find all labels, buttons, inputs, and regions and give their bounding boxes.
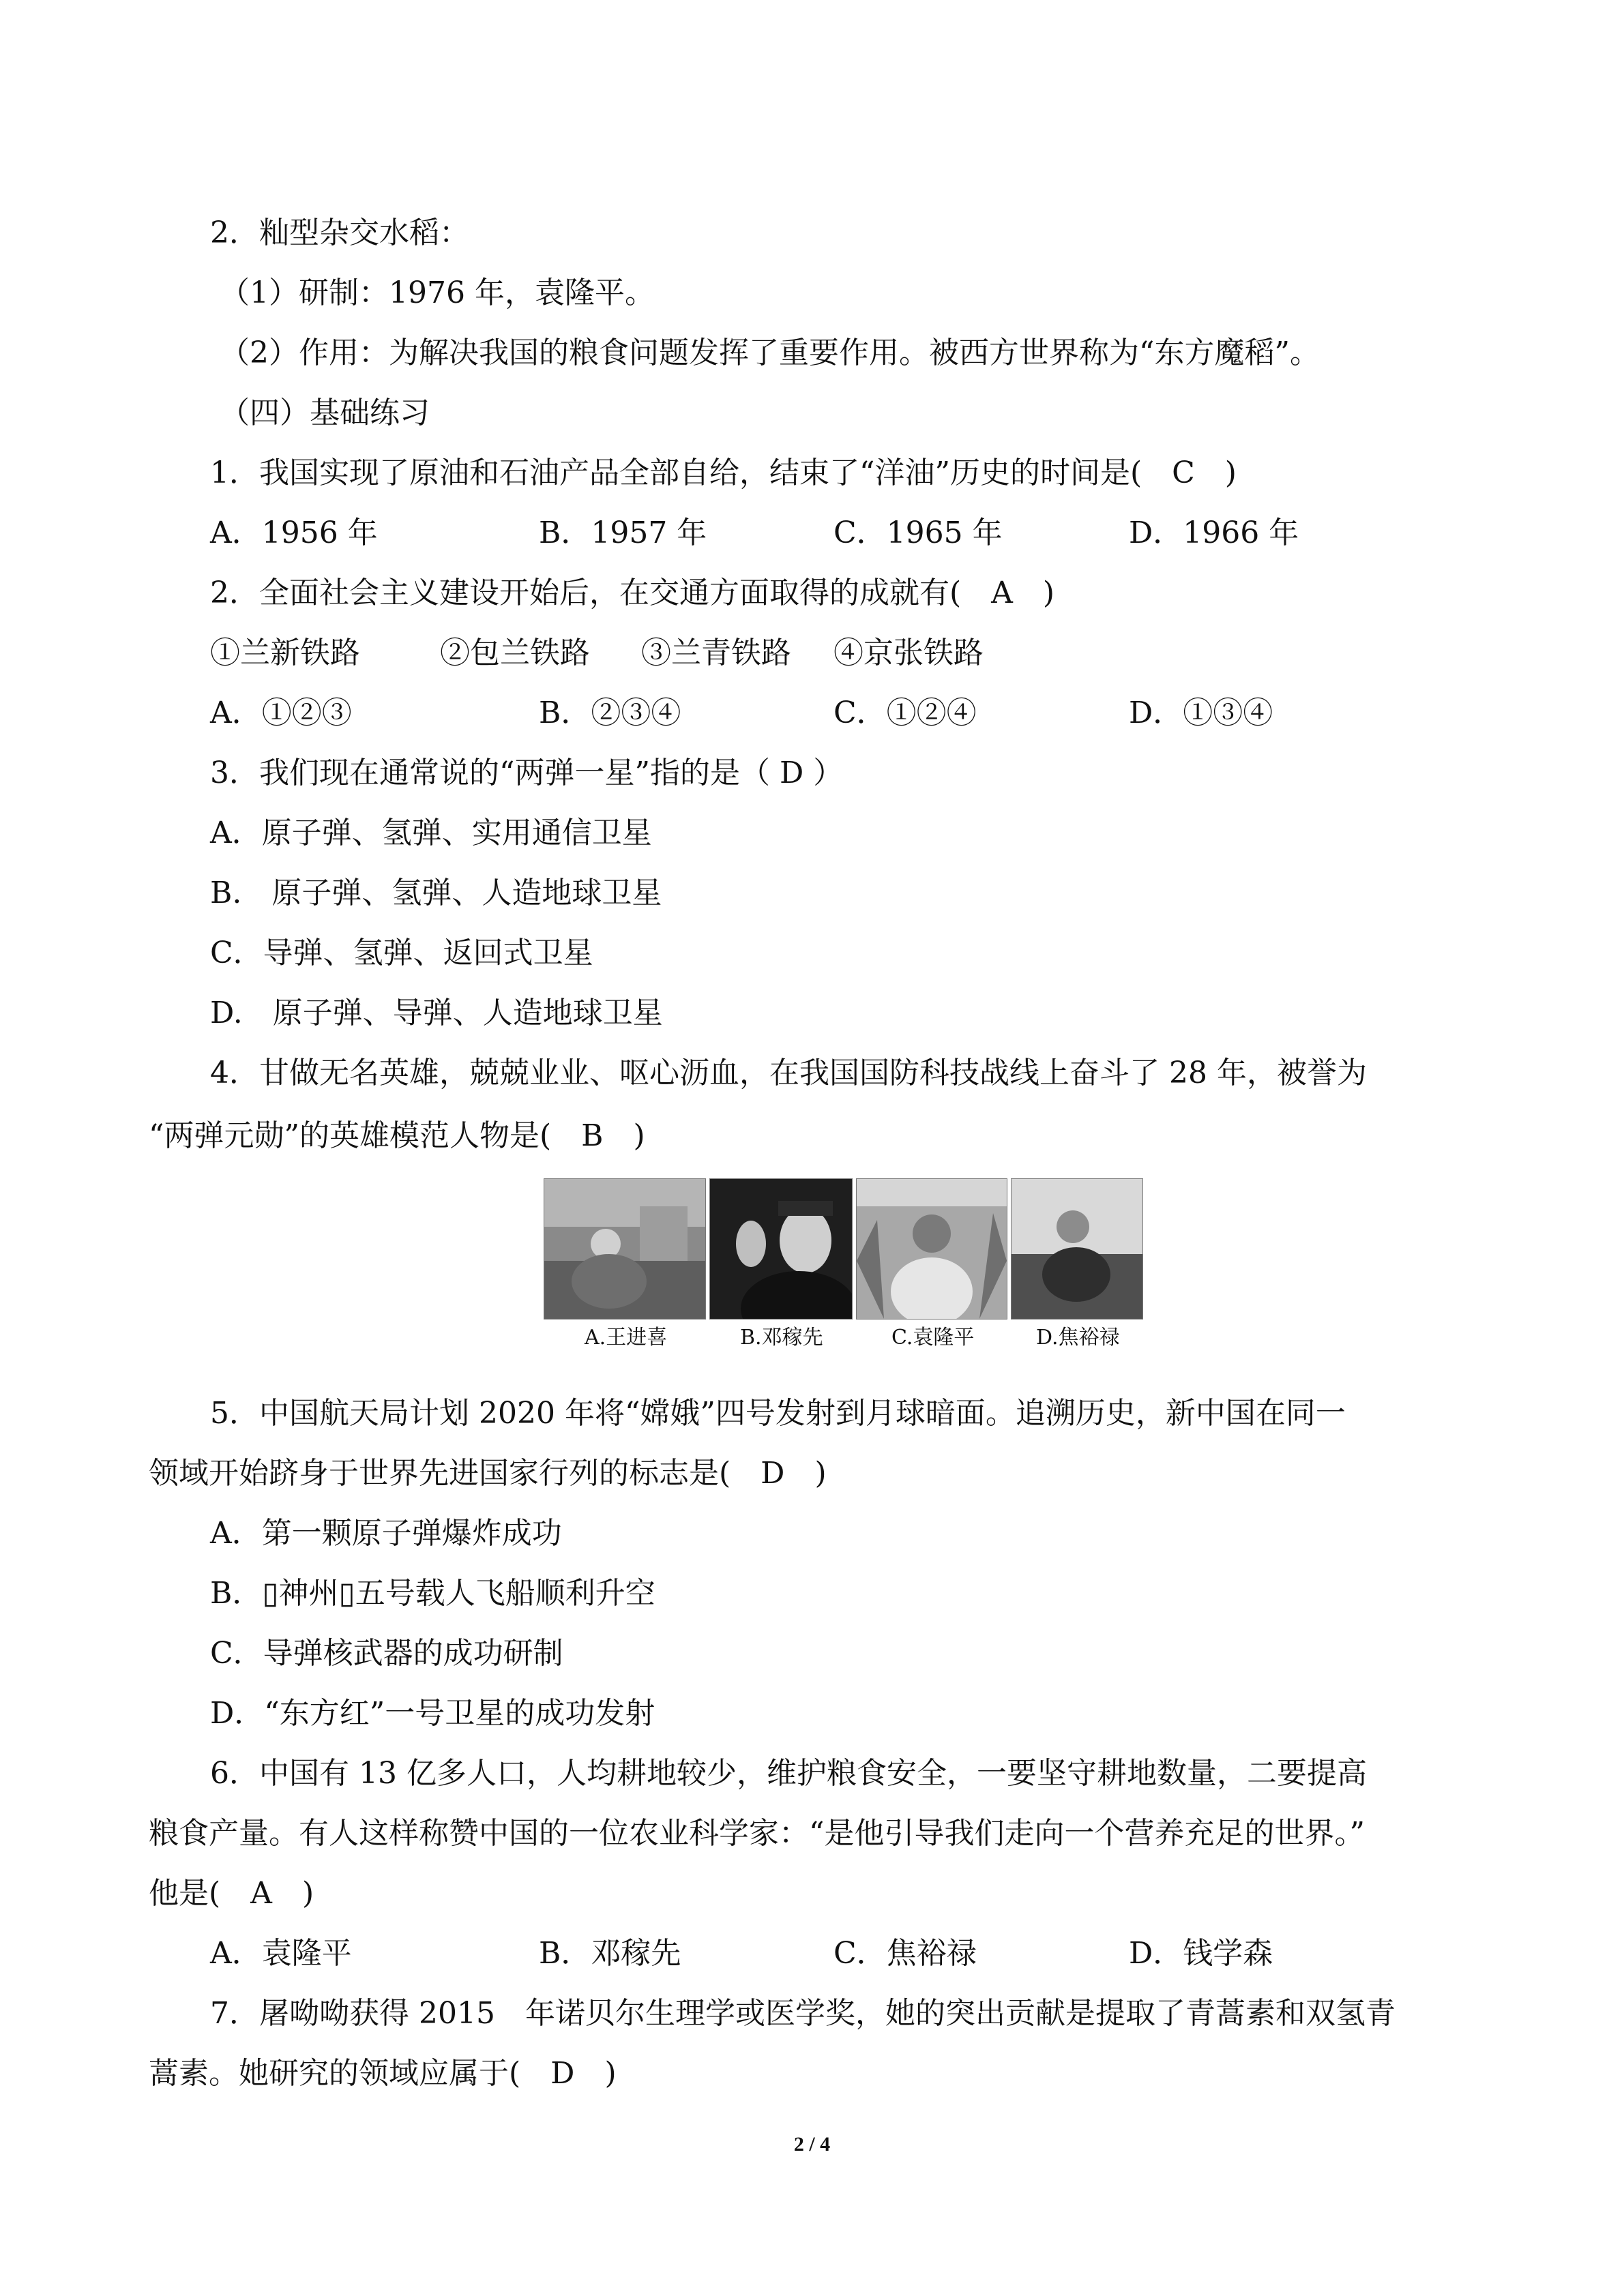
section-heading-practice: （四）基础练习	[220, 396, 430, 430]
question-4-line-1: 4．甘做无名英雄，兢兢业业、呕心沥血，在我国国防科技战线上奋斗了 28 年，被誉为	[210, 1056, 1367, 1090]
text-line: （1）研制：1976 年，袁隆平。	[220, 275, 655, 310]
q1-option-d: D．1966 年	[1129, 516, 1299, 550]
q1-option-b: B．1957 年	[539, 516, 707, 550]
q6-option-b: B．邓稼先	[539, 1936, 681, 1971]
question-6-line-1: 6．中国有 13 亿多人口，人均耕地较少，维护粮食安全，一要坚守耕地数量，二要提高	[210, 1756, 1367, 1791]
question-6-line-3: 他是( A )	[149, 1876, 314, 1911]
q2-option-c: C．①②④	[833, 696, 977, 730]
photo-c	[856, 1178, 1007, 1320]
q6-option-c: C．焦裕禄	[833, 1936, 977, 1971]
question-3: 3．我们现在通常说的“两弹一星”指的是（ D ）	[210, 756, 844, 790]
q2-item-4: ④京张铁路	[833, 636, 984, 670]
section-heading-hybrid-rice: 2．籼型杂交水稻：	[210, 215, 469, 250]
question-1: 1．我国实现了原油和石油产品全部自给，结束了“洋油”历史的时间是( C )	[210, 456, 1237, 490]
text-line: （2）作用：为解决我国的粮食问题发挥了重要作用。被西方世界称为“东方魔稻”。	[220, 336, 1320, 370]
photo-d	[1011, 1178, 1143, 1320]
q2-item-1: ①兰新铁路	[210, 636, 360, 670]
caption-a: A.王进喜	[585, 1326, 668, 1350]
portrait-figure	[544, 1178, 1145, 1357]
q3-option-b: B. 原子弹、氢弹、人造地球卫星	[210, 876, 662, 910]
question-7-line-2: 蒿素。她研究的领域应属于( D )	[149, 2056, 617, 2091]
question-6-line-2: 粮食产量。有人这样称赞中国的一位农业科学家：“是他引导我们走向一个营养充足的世界。”	[149, 1816, 1365, 1851]
q2-option-a: A．①②③	[210, 696, 352, 730]
caption-b: B.邓稼先	[740, 1326, 823, 1350]
q2-item-3: ③兰青铁路	[641, 636, 791, 670]
caption-c: C.袁隆平	[891, 1326, 975, 1350]
q1-option-a: A．1956 年	[210, 516, 378, 550]
q3-option-a: A．原子弹、氢弹、实用通信卫星	[210, 816, 652, 850]
photo-a	[544, 1178, 706, 1320]
question-5-line-1: 5．中国航天局计划 2020 年将“嫦娥”四号发射到月球暗面。追溯历史，新中国在同一	[210, 1396, 1346, 1431]
question-2: 2．全面社会主义建设开始后，在交通方面取得的成就有( A )	[210, 576, 1055, 610]
q5-option-c: C．导弹核武器的成功研制	[210, 1636, 563, 1671]
q5-option-d: D．“东方红”一号卫星的成功发射	[210, 1696, 655, 1731]
q6-option-a: A．袁隆平	[210, 1936, 352, 1971]
question-7-line-1: 7．屠呦呦获得 2015 年诺贝尔生理学或医学奖，她的突出贡献是提取了青蒿素和双氢青	[210, 1996, 1396, 2031]
photo-b	[709, 1178, 853, 1320]
page-number: 2 / 4	[793, 2133, 831, 2156]
question-5-line-2: 领域开始跻身于世界先进国家行列的标志是( D )	[149, 1456, 827, 1491]
q2-item-2: ②包兰铁路	[440, 636, 590, 670]
q5-option-b: B．▯神州▯五号载人飞船顺利升空	[210, 1576, 655, 1611]
question-4-line-2: “两弹元勋”的英雄模范人物是( B )	[149, 1118, 645, 1153]
q2-option-b: B．②③④	[539, 696, 681, 730]
caption-d: D.焦裕禄	[1036, 1326, 1120, 1350]
q3-option-c: C．导弹、氢弹、返回式卫星	[210, 936, 593, 970]
q5-option-a: A．第一颗原子弹爆炸成功	[210, 1516, 562, 1551]
q3-option-d: D. 原子弹、导弹、人造地球卫星	[210, 996, 663, 1030]
q6-option-d: D．钱学森	[1129, 1936, 1273, 1971]
q2-option-d: D．①③④	[1129, 696, 1273, 730]
q1-option-c: C．1965 年	[833, 516, 1003, 550]
